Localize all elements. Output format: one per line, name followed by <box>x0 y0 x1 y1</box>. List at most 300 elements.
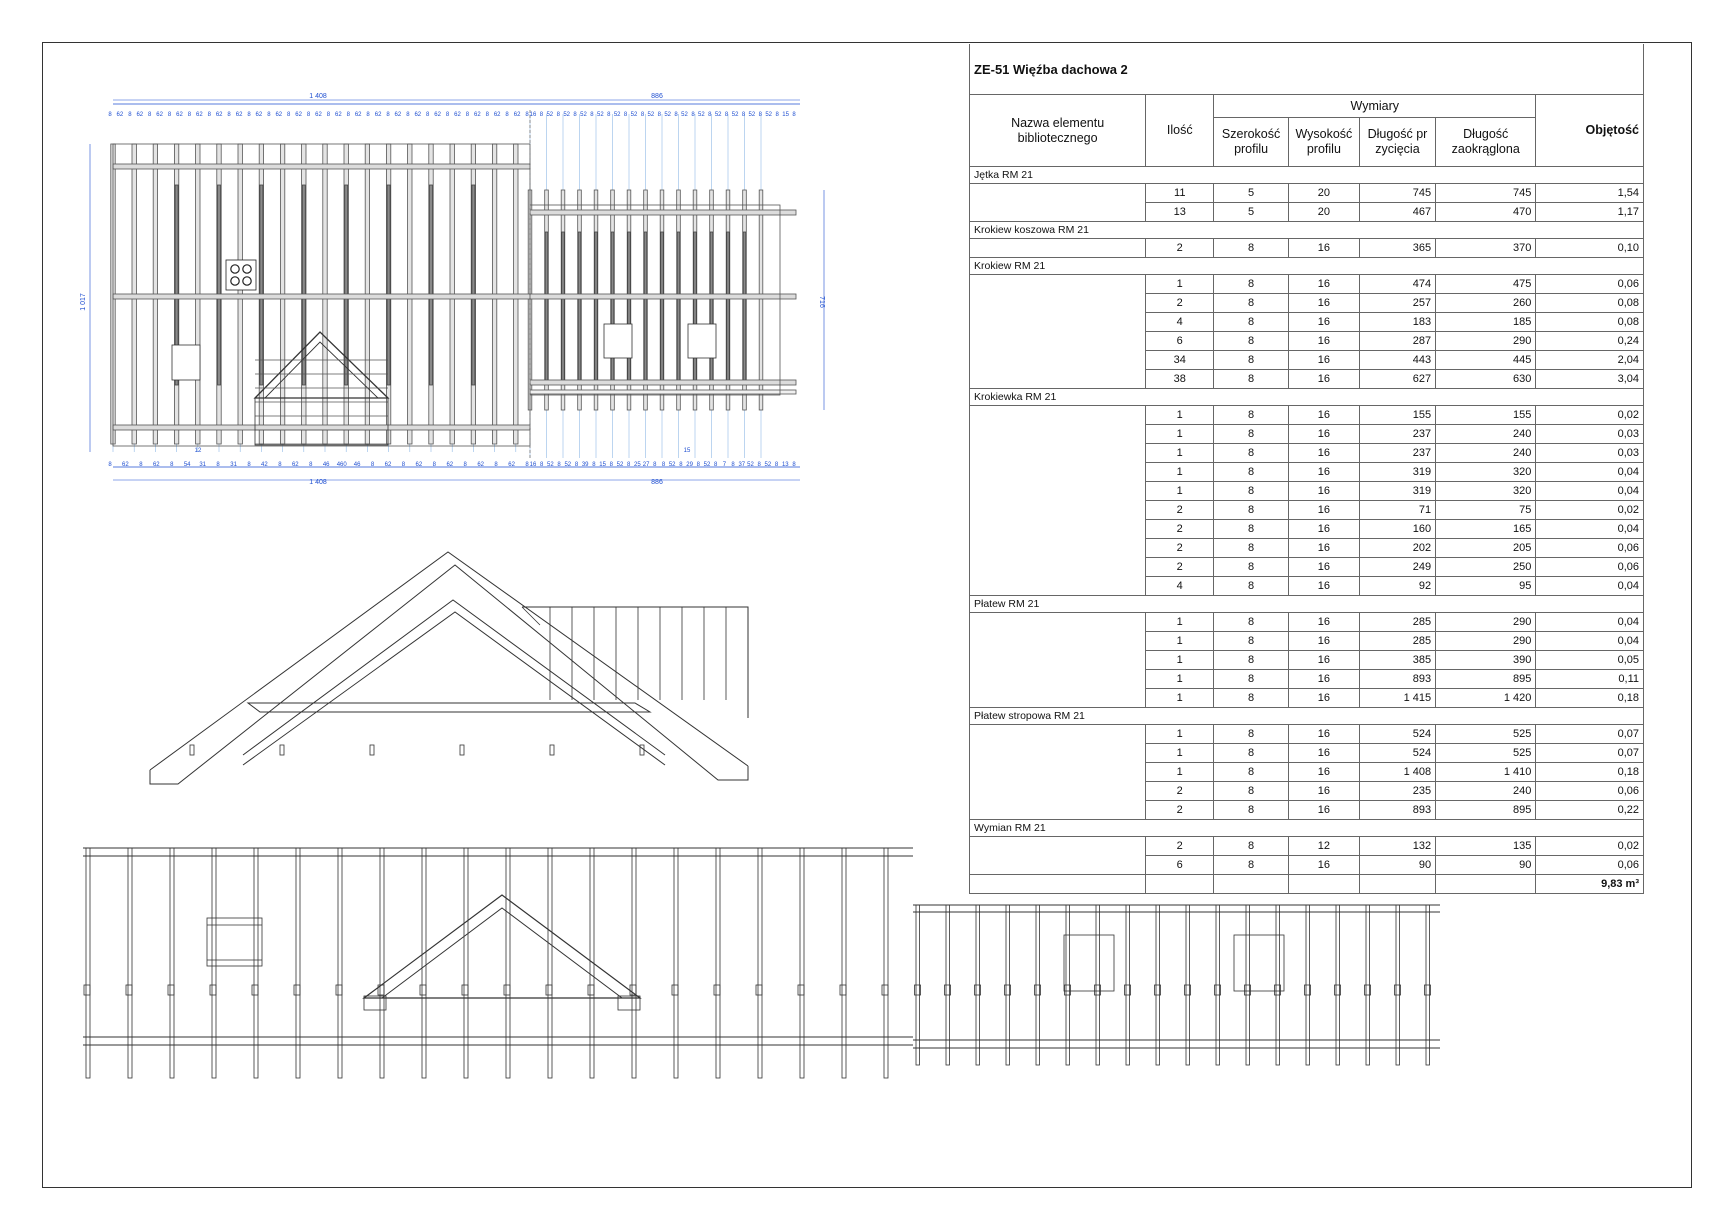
dim-spacing-label: 8 <box>623 112 628 118</box>
name-cell <box>970 463 1146 482</box>
rounded-length-cell: 370 <box>1436 239 1536 258</box>
width-cell: 8 <box>1214 539 1289 558</box>
dim-spacing-label: 62 <box>291 462 299 468</box>
name-cell <box>970 539 1146 558</box>
dim-spacing-label: 39 <box>581 462 589 468</box>
dim-spacing-label: 62 <box>354 112 362 118</box>
dim-spacing-label: 460 <box>336 462 347 468</box>
rounded-length-cell: 390 <box>1436 651 1536 670</box>
rounded-length-cell: 525 <box>1436 744 1536 763</box>
height-cell: 16 <box>1288 520 1359 539</box>
height-cell: 16 <box>1288 689 1359 708</box>
volume-cell: 0,04 <box>1536 613 1644 632</box>
volume-cell: 2,04 <box>1536 351 1644 370</box>
empty-cell <box>1146 875 1214 894</box>
table-row <box>970 332 1644 351</box>
height-cell: 16 <box>1288 482 1359 501</box>
dim-spacing-label: 8 <box>108 112 112 118</box>
name-cell <box>970 239 1146 258</box>
dim-spacing-label: 62 <box>122 462 129 468</box>
width-cell: 8 <box>1214 632 1289 651</box>
rafter-beam <box>611 232 614 382</box>
rafter <box>759 190 763 410</box>
dim-spacing-label: 8 <box>590 112 594 118</box>
dim-spacing-label: 62 <box>152 462 160 468</box>
table-row <box>970 744 1644 763</box>
volume-cell: 0,22 <box>1536 801 1644 820</box>
post-stub <box>280 745 284 755</box>
table-row <box>970 294 1644 313</box>
name-cell <box>970 613 1146 632</box>
group-row <box>970 820 1644 837</box>
name-cell <box>970 501 1146 520</box>
rounded-length-cell: 895 <box>1436 670 1536 689</box>
dim-spacing-label: 8 <box>406 112 410 118</box>
stud <box>548 848 552 1078</box>
dim-spacing-label: 15 <box>599 462 606 468</box>
volume-cell: 0,06 <box>1536 275 1644 294</box>
dim-spacing-label: 52 <box>681 112 688 118</box>
cut-length-cell: 1 408 <box>1359 763 1435 782</box>
dim-label-15: 15 <box>683 448 691 454</box>
rounded-length-cell: 90 <box>1436 856 1536 875</box>
height-cell: 16 <box>1288 239 1359 258</box>
dim-spacing-label: 8 <box>653 462 657 468</box>
rounded-length-cell: 155 <box>1436 406 1536 425</box>
rounded-length-cell: 165 <box>1436 520 1536 539</box>
volume-cell: 0,04 <box>1536 463 1644 482</box>
dim-spacing-label: 52 <box>668 462 676 468</box>
volume-cell: 0,11 <box>1536 670 1644 689</box>
group-name: Płatew RM 21 <box>970 596 1644 613</box>
name-cell <box>970 203 1146 222</box>
qty-cell: 1 <box>1146 689 1214 708</box>
dim-spacing-label: 8 <box>370 462 375 468</box>
volume-cell: 0,07 <box>1536 744 1644 763</box>
dim-spacing-label: 13 <box>781 462 789 468</box>
dim-spacing-label: 52 <box>764 462 772 468</box>
dim-spacing-label: 8 <box>714 462 718 468</box>
dim-spacing-label: 52 <box>664 112 672 118</box>
dim-spacing-label: 62 <box>454 112 461 118</box>
dim-spacing-label: 62 <box>136 112 144 118</box>
volume-cell: 0,18 <box>1536 689 1644 708</box>
group-name: Krokiew RM 21 <box>970 258 1644 275</box>
volume-cell: 0,06 <box>1536 539 1644 558</box>
dim-spacing-label: 8 <box>287 112 291 118</box>
volume-cell: 1,54 <box>1536 184 1644 203</box>
dim-spacing-label: 8 <box>609 462 613 468</box>
height-cell: 16 <box>1288 444 1359 463</box>
width-cell: 8 <box>1214 275 1289 294</box>
dim-spacing-label: 8 <box>247 462 251 468</box>
dim-spacing-label: 8 <box>574 462 579 468</box>
cut-length-cell: 92 <box>1359 577 1435 596</box>
dim-spacing-label: 8 <box>774 462 779 468</box>
height-cell: 16 <box>1288 651 1359 670</box>
header-width: Szerokość profilu <box>1214 118 1289 167</box>
width-cell: 8 <box>1214 577 1289 596</box>
qty-cell: 2 <box>1146 837 1214 856</box>
width-cell: 8 <box>1214 463 1289 482</box>
qty-cell: 1 <box>1146 444 1214 463</box>
table-row <box>970 370 1644 389</box>
volume-cell: 0,05 <box>1536 651 1644 670</box>
header-rounded-length: Długość zaokrąglona <box>1436 118 1536 167</box>
opening <box>688 324 716 358</box>
volume-cell: 0,06 <box>1536 856 1644 875</box>
cut-length-cell: 155 <box>1359 406 1435 425</box>
width-cell: 8 <box>1214 313 1289 332</box>
dim-spacing-label: 52 <box>630 112 638 118</box>
dim-right-height: 716 <box>818 296 825 308</box>
empty-cell <box>1359 875 1435 894</box>
chimney <box>226 260 256 290</box>
rounded-length-cell: 745 <box>1436 184 1536 203</box>
rounded-length-cell: 240 <box>1436 425 1536 444</box>
height-cell: 16 <box>1288 463 1359 482</box>
outer-rafter-pair <box>150 565 748 784</box>
group-row <box>970 389 1644 406</box>
height-cell: 16 <box>1288 558 1359 577</box>
width-cell: 8 <box>1214 370 1289 389</box>
opening <box>604 324 632 358</box>
cut-length-cell: 627 <box>1359 370 1435 389</box>
table-row <box>970 184 1644 203</box>
cut-length-cell: 160 <box>1359 520 1435 539</box>
cut-length-cell: 285 <box>1359 632 1435 651</box>
dim-spacing-label: 62 <box>275 112 283 118</box>
dim-spacing-label: 52 <box>703 462 711 468</box>
cut-length-cell: 443 <box>1359 351 1435 370</box>
empty-cell <box>1288 875 1359 894</box>
dim-spacing-label: 52 <box>698 112 705 118</box>
qty-cell: 6 <box>1146 332 1214 351</box>
qty-cell: 2 <box>1146 239 1214 258</box>
table-row <box>970 351 1644 370</box>
name-cell <box>970 763 1146 782</box>
width-cell: 8 <box>1214 425 1289 444</box>
inner-rafter-pair <box>243 612 665 765</box>
rounded-length-cell: 470 <box>1436 203 1536 222</box>
dim-spacing-label: 8 <box>170 462 174 468</box>
group-row <box>970 596 1644 613</box>
dim-spacing-label: 62 <box>508 462 515 468</box>
dim-spacing-label: 62 <box>384 462 392 468</box>
qty-cell: 1 <box>1146 482 1214 501</box>
qty-cell: 2 <box>1146 782 1214 801</box>
group-row <box>970 222 1644 239</box>
volume-cell: 0,04 <box>1536 482 1644 501</box>
dim-spacing-label: 62 <box>255 112 263 118</box>
stud <box>254 848 258 1078</box>
stud-joint <box>714 985 720 995</box>
name-cell <box>970 313 1146 332</box>
dim-spacing-label: 46 <box>322 462 330 468</box>
rounded-length-cell: 525 <box>1436 725 1536 744</box>
table-row <box>970 482 1644 501</box>
volume-cell: 0,08 <box>1536 313 1644 332</box>
table-row <box>970 651 1644 670</box>
width-cell: 8 <box>1214 613 1289 632</box>
group-name: Płatew stropowa RM 21 <box>970 708 1644 725</box>
dim-bottom-left-total: 1 408 <box>309 479 327 486</box>
cut-length-cell: 183 <box>1359 313 1435 332</box>
group-row <box>970 167 1644 184</box>
height-cell: 16 <box>1288 744 1359 763</box>
qty-cell: 2 <box>1146 520 1214 539</box>
volume-cell: 3,04 <box>1536 370 1644 389</box>
dim-spacing-label: 8 <box>139 462 143 468</box>
table-row <box>970 689 1644 708</box>
rafter-beam <box>578 232 581 382</box>
dim-spacing-label: 8 <box>401 462 406 468</box>
dim-spacing-label: 8 <box>494 462 498 468</box>
stud <box>506 848 510 1078</box>
dim-spacing-label: 8 <box>247 112 251 118</box>
cut-length-cell: 1 415 <box>1359 689 1435 708</box>
qty-cell: 1 <box>1146 406 1214 425</box>
qty-cell: 4 <box>1146 313 1214 332</box>
name-cell <box>970 425 1146 444</box>
dim-bottom-right-total: 886 <box>651 479 663 486</box>
dim-spacing-label: 52 <box>547 462 554 468</box>
dim-spacing-label: 8 <box>792 462 796 468</box>
dim-spacing-label: 7 <box>722 462 727 468</box>
height-cell: 16 <box>1288 501 1359 520</box>
rafter-beam <box>644 232 647 382</box>
dim-spacing-label: 62 <box>116 112 124 118</box>
qty-cell: 1 <box>1146 425 1214 444</box>
dim-spacing-label: 8 <box>679 462 683 468</box>
width-cell: 8 <box>1214 763 1289 782</box>
rafter-beam <box>472 185 475 385</box>
dim-spacing-label: 31 <box>199 462 207 468</box>
dim-spacing-label: 16 <box>529 462 537 468</box>
width-cell: 8 <box>1214 856 1289 875</box>
rounded-length-cell: 320 <box>1436 463 1536 482</box>
name-cell <box>970 689 1146 708</box>
dim-spacing-label: 62 <box>513 112 521 118</box>
rafter-beam <box>387 185 390 385</box>
volume-cell: 0,06 <box>1536 558 1644 577</box>
stud-joint <box>168 985 174 995</box>
rounded-length-cell: 290 <box>1436 332 1536 351</box>
dim-spacing-label: 31 <box>230 462 237 468</box>
cut-length-cell: 474 <box>1359 275 1435 294</box>
width-cell: 8 <box>1214 725 1289 744</box>
dim-spacing-label: 8 <box>463 462 467 468</box>
dim-spacing-label: 62 <box>474 112 481 118</box>
dim-spacing-label: 54 <box>183 462 191 468</box>
dim-spacing-label: 62 <box>477 462 485 468</box>
rounded-length-cell: 250 <box>1436 558 1536 577</box>
width-cell: 5 <box>1214 203 1289 222</box>
stud-joint <box>462 985 468 995</box>
rounded-length-cell: 240 <box>1436 444 1536 463</box>
qty-cell: 1 <box>1146 275 1214 294</box>
width-cell: 8 <box>1214 444 1289 463</box>
table-row <box>970 725 1644 744</box>
qty-cell: 6 <box>1146 856 1214 875</box>
dim-spacing-label: 52 <box>765 112 773 118</box>
name-cell <box>970 351 1146 370</box>
table-row <box>970 275 1644 294</box>
purlin <box>113 425 530 430</box>
post-stub <box>370 745 374 755</box>
header-height: Wysokość profilu <box>1288 118 1359 167</box>
rounded-length-cell: 240 <box>1436 782 1536 801</box>
dim-spacing-label: 52 <box>747 462 754 468</box>
rafter-beam <box>694 232 697 382</box>
purlin <box>113 294 796 299</box>
dim-spacing-label: 8 <box>627 462 631 468</box>
dim-spacing-label: 8 <box>187 112 192 118</box>
name-cell <box>970 558 1146 577</box>
rounded-length-cell: 260 <box>1436 294 1536 313</box>
dim-spacing-label: 62 <box>446 462 454 468</box>
stud <box>716 848 720 1078</box>
dormer-elevation <box>364 895 640 998</box>
rounded-length-cell: 895 <box>1436 801 1536 820</box>
volume-cell: 0,08 <box>1536 294 1644 313</box>
roof-plan-view <box>90 100 824 480</box>
cut-length-cell: 319 <box>1359 482 1435 501</box>
stud <box>632 848 636 1078</box>
width-cell: 8 <box>1214 294 1289 313</box>
dim-spacing-label: 46 <box>353 462 361 468</box>
stud-joint <box>126 985 132 995</box>
qty-cell: 38 <box>1146 370 1214 389</box>
name-cell <box>970 837 1146 856</box>
stud <box>758 848 762 1078</box>
table-row <box>970 520 1644 539</box>
dormer-elevation-inner <box>382 908 622 998</box>
name-cell <box>970 632 1146 651</box>
dim-spacing-label: 8 <box>775 112 779 118</box>
rounded-length-cell: 75 <box>1436 501 1536 520</box>
dim-spacing-label: 62 <box>414 112 422 118</box>
qty-cell: 11 <box>1146 184 1214 203</box>
purlin <box>530 380 796 385</box>
table-row <box>970 558 1644 577</box>
stud <box>800 848 804 1078</box>
name-cell <box>970 577 1146 596</box>
rounded-length-cell: 290 <box>1436 632 1536 651</box>
stud-joint <box>504 985 510 995</box>
dim-spacing-label: 15 <box>782 112 789 118</box>
height-cell: 20 <box>1288 184 1359 203</box>
table-row <box>970 577 1644 596</box>
qty-cell: 34 <box>1146 351 1214 370</box>
dim-spacing-label: 8 <box>661 462 666 468</box>
stud <box>170 848 174 1078</box>
name-cell <box>970 294 1146 313</box>
height-cell: 16 <box>1288 725 1359 744</box>
qty-cell: 13 <box>1146 203 1214 222</box>
dim-spacing-label: 8 <box>792 112 796 118</box>
stud-joint <box>588 985 594 995</box>
dim-spacing-label: 25 <box>634 462 641 468</box>
height-cell: 16 <box>1288 801 1359 820</box>
name-cell <box>970 275 1146 294</box>
dim-spacing-label: 8 <box>278 462 282 468</box>
dim-spacing-label: 62 <box>295 112 302 118</box>
height-cell: 16 <box>1288 406 1359 425</box>
width-cell: 8 <box>1214 520 1289 539</box>
dim-spacing-label: 8 <box>148 112 152 118</box>
table-row <box>970 406 1644 425</box>
dim-spacing-label: 8 <box>691 112 695 118</box>
cut-length-cell: 71 <box>1359 501 1435 520</box>
table-row <box>970 539 1644 558</box>
rounded-length-cell: 320 <box>1436 482 1536 501</box>
width-cell: 8 <box>1214 558 1289 577</box>
cut-length-cell: 467 <box>1359 203 1435 222</box>
total-row <box>970 875 1644 894</box>
dim-spacing-label: 62 <box>215 112 223 118</box>
rafter-beam <box>727 232 730 382</box>
dim-spacing-label: 27 <box>642 462 650 468</box>
group-name: Krokiewka RM 21 <box>970 389 1644 406</box>
cut-length-cell: 893 <box>1359 801 1435 820</box>
rafter-beam <box>430 185 433 385</box>
dim-spacing-label: 52 <box>546 112 554 118</box>
rounded-length-cell: 290 <box>1436 613 1536 632</box>
name-cell <box>970 482 1146 501</box>
name-cell <box>970 444 1146 463</box>
header-qty: Ilość <box>1146 95 1214 167</box>
stud <box>842 848 846 1078</box>
dim-top-left-total: 1 408 <box>309 93 327 100</box>
dim-spacing-label: 8 <box>465 112 470 118</box>
volume-cell: 0,03 <box>1536 425 1644 444</box>
empty-cell <box>970 875 1146 894</box>
cut-length-cell: 524 <box>1359 725 1435 744</box>
rafter-beam <box>260 185 263 385</box>
height-cell: 20 <box>1288 203 1359 222</box>
width-cell: 8 <box>1214 651 1289 670</box>
height-cell: 16 <box>1288 539 1359 558</box>
table-title: ZE-51 Więźba dachowa 2 <box>970 44 1644 95</box>
volume-cell: 0,02 <box>1536 406 1644 425</box>
dim-spacing-label: 8 <box>640 112 645 118</box>
table-row <box>970 801 1644 820</box>
cut-length-cell: 132 <box>1359 837 1435 856</box>
height-cell: 16 <box>1288 670 1359 689</box>
stud-joint <box>252 985 258 995</box>
dim-label-12: 12 <box>194 448 202 454</box>
volume-cell: 0,04 <box>1536 520 1644 539</box>
dim-spacing-label: 52 <box>564 462 572 468</box>
height-cell: 16 <box>1288 370 1359 389</box>
dim-top-right-total: 886 <box>651 93 663 100</box>
table-row <box>970 313 1644 332</box>
dim-spacing-label: 52 <box>580 112 587 118</box>
height-cell: 16 <box>1288 425 1359 444</box>
dim-spacing-label: 8 <box>539 112 544 118</box>
height-cell: 16 <box>1288 275 1359 294</box>
dim-spacing-label: 8 <box>267 112 271 118</box>
dim-spacing-label: 62 <box>394 112 402 118</box>
width-cell: 8 <box>1214 801 1289 820</box>
table-row <box>970 782 1644 801</box>
dim-spacing-label: 37 <box>738 462 746 468</box>
width-cell: 5 <box>1214 184 1289 203</box>
qty-cell: 1 <box>1146 651 1214 670</box>
header-name: Nazwa elementu bibliotecznego <box>970 95 1146 167</box>
group-row <box>970 258 1644 275</box>
